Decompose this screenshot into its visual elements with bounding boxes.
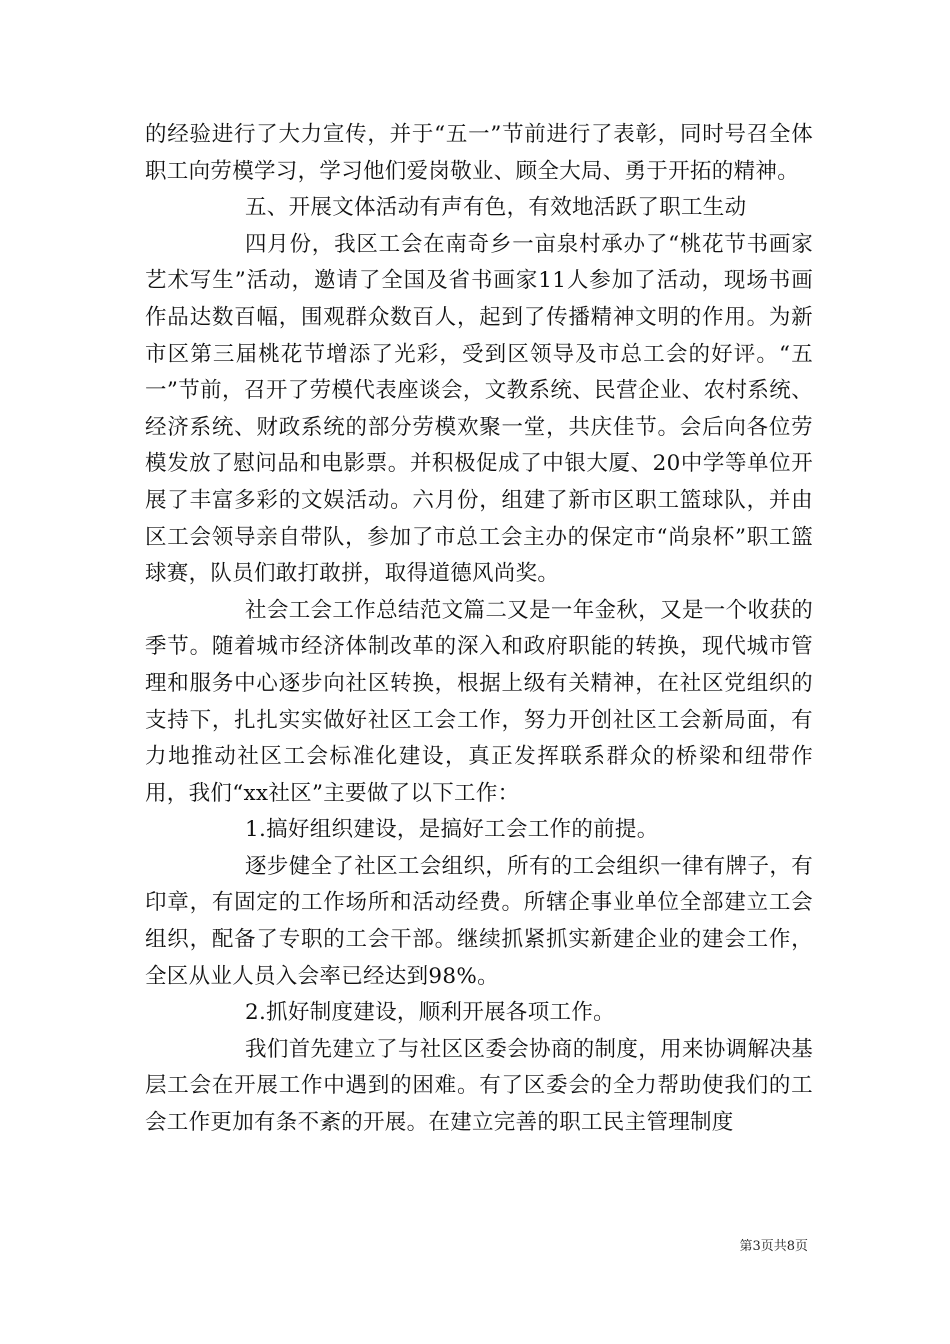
document-body: [145, 117, 813, 1142]
subheading-1: 1.搞好组织建设，是搞好工会工作的前提。: [245, 817, 659, 843]
page-number-footer: 第3页共8页: [739, 1239, 808, 1254]
paragraph-8: 我们首先建立了与社区区委会协商的制度，用来协调解决基层工会在开展工作中遇到的困难。有了区委会的全力帮助使我们的工会工作更加有条不紊的开展。在建立完善的职工民主管理制度: [145, 1036, 813, 1136]
paragraph-4: 社会工会工作总结范文篇二又是一年金秋，又是一个收获的季节。随着城市经济体制改革的深入和政府职能的转换，现代城市管理和服务中心逐步向社区转换，根据上级有关精神，在社区党组织的支持下，扎扎实实做好社区工会工作，努力开创社区工会新局面，有力地推动社区工会标准化建设，真正发挥联系群众的桥梁和纽带作用，我们“xx社区”主要做了以下工作：: [145, 597, 813, 806]
paragraph-6: 逐步健全了社区工会组织，所有的工会组织一律有牌子，有印章，有固定的工作场所和活动经费。所辖企事业单位全部建立工会组织，配备了专职的工会干部。继续抓紧抓实新建企业的建会工作，全区从业人员入会率已经达到98%。: [145, 853, 813, 989]
paragraph-3: 四月份，我区工会在南奇乡一亩泉村承办了“桃花节书画家艺术写生”活动，邀请了全国及省书画家11人参加了活动，现场书画作品达数百幅，围观群众数百人，起到了传播精神文明的作用。为新市区第三届桃花节增添了光彩，受到区领导及市总工会的好评。“五一”节前，召开了劳模代表座谈会，文教系统、民营企业、农村系统、经济系统、财政系统的部分劳模欢聚一堂，共庆佳节。会后向各位劳模发放了慰问品和电影票。并积极促成了中银大厦、20中学等单位开展了丰富多彩的文娱活动。六月份，组建了新市区职工篮球队，并由区工会领导亲自带队，参加了市总工会主办的保定市“尚泉杯”职工篮球赛，队员们敢打敢拼，取得道德风尚奖。: [145, 231, 813, 587]
paragraph-1: 的经验进行了大力宣传，并于“五一”节前进行了表彰，同时号召全体职工向劳模学习，学习他们爱岗敬业、顾全大局、勇于开拓的精神。: [145, 122, 813, 184]
section-heading-5: 五、开展文体活动有声有色，有效地活跃了职工生动: [245, 195, 747, 221]
subheading-2: 2.抓好制度建设，顺利开展各项工作。: [245, 1000, 615, 1026]
